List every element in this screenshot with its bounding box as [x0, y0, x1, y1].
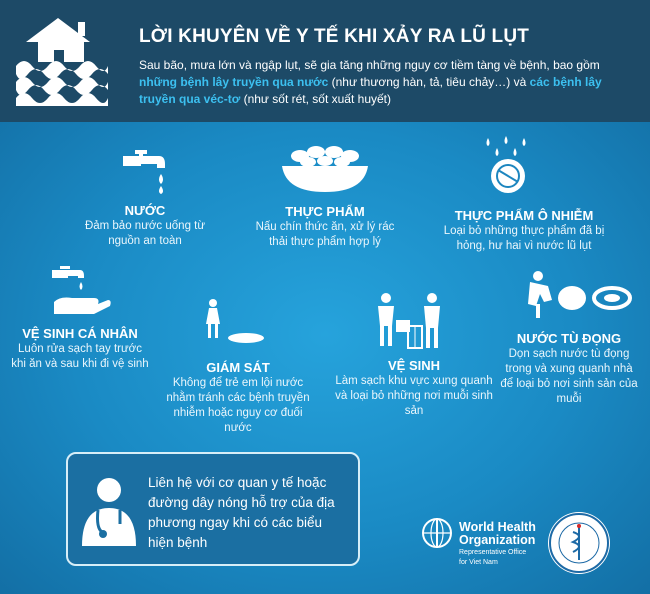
who-office-line1: Representative Office [459, 549, 527, 556]
intro-text [139, 57, 634, 108]
tip-personal-hygiene [10, 326, 150, 372]
tip-food [250, 204, 400, 250]
moh-emblem-icon [548, 512, 610, 574]
tip-desc: Luôn rửa sạch tay trước khi ăn và sau khi đi vệ sinh [11, 343, 149, 370]
page-title: LỜI KHUYÊN VỀ Y TẾ KHI XẢY RA LŨ LỤT [139, 26, 530, 47]
tip-stagnant-water [498, 331, 640, 407]
doctor-icon [78, 476, 140, 546]
intro-part: Sau bão, mưa lớn và ngập lụt, sẽ gia tăng những nguy cơ tiềm tàng về bệnh, bao gồm [139, 58, 600, 72]
tip-title: VỆ SINH [387, 358, 440, 373]
vector-highlight: các bệnh lây truyền qua véc-tơ [139, 75, 602, 106]
child-manhole-icon [198, 298, 268, 346]
intro-part: (như sốt rét, sốt xuất huyết) [240, 92, 392, 106]
tip-desc: Làm sạch khu vực xung quanh và loại bỏ những nơi muỗi sinh sản [335, 375, 493, 417]
tip-title: NƯỚC [124, 203, 166, 218]
food-bowl-icon [280, 142, 370, 194]
who-logo-text [459, 521, 536, 567]
contact-box [66, 452, 360, 566]
cleaning-people-icon [372, 292, 448, 350]
who-name-line1: World Health [459, 520, 536, 534]
who-emblem-icon [420, 516, 454, 550]
emptying-containers-icon [522, 270, 632, 320]
tip-desc: Loại bỏ những thực phẩm đã bị hỏng, hư hai vì nước lũ lụt [443, 225, 605, 252]
handwash-icon [50, 264, 114, 314]
tip-title: GIÁM SÁT [206, 360, 270, 375]
tip-desc: Đảm bảo nước uống từ nguồn an toàn [84, 220, 206, 247]
ministry-of-health-logo [548, 512, 610, 574]
tip-sanitation [334, 358, 494, 419]
waterborne-highlight: những bệnh lây truyền qua nước [139, 75, 329, 89]
tip-desc: Không để trẻ em lội nước nhằm tránh các bệnh truyền nhiễm hoặc nguy cơ đuối nước [166, 377, 310, 434]
intro-part: (như thương hàn, tả, tiêu chảy…) và [328, 75, 530, 89]
tip-title: NƯỚC TÙ ĐỌNG [516, 331, 622, 346]
tip-water [70, 203, 220, 249]
tip-title: THỰC PHẨM Ô NHIỄM [454, 208, 594, 223]
tip-supervision [164, 360, 312, 436]
flood-house-icon [14, 16, 110, 106]
contact-text: Liên hệ với cơ quan y tế hoặc đường dây nóng hỗ trợ của địa phương ngay khi có các biểu hiện bệnh [148, 475, 335, 550]
tip-desc: Nấu chín thức ăn, xử lý rác thải thực phẩm hợp lý [255, 221, 395, 248]
who-office-line2: for Viet Nam [459, 559, 498, 566]
contaminated-food-icon [478, 136, 538, 194]
tip-title: VỆ SINH CÁ NHÂN [22, 326, 138, 341]
who-name-line2: Organization [459, 533, 536, 547]
faucet-icon [121, 148, 171, 194]
tip-title: THỰC PHẨM [285, 204, 365, 219]
tip-desc: Dọn sạch nước tù đọng trong và xung quanh nhà để loại bỏ nơi sinh sản của muỗi [500, 348, 638, 405]
tip-contaminated-food [436, 208, 612, 254]
